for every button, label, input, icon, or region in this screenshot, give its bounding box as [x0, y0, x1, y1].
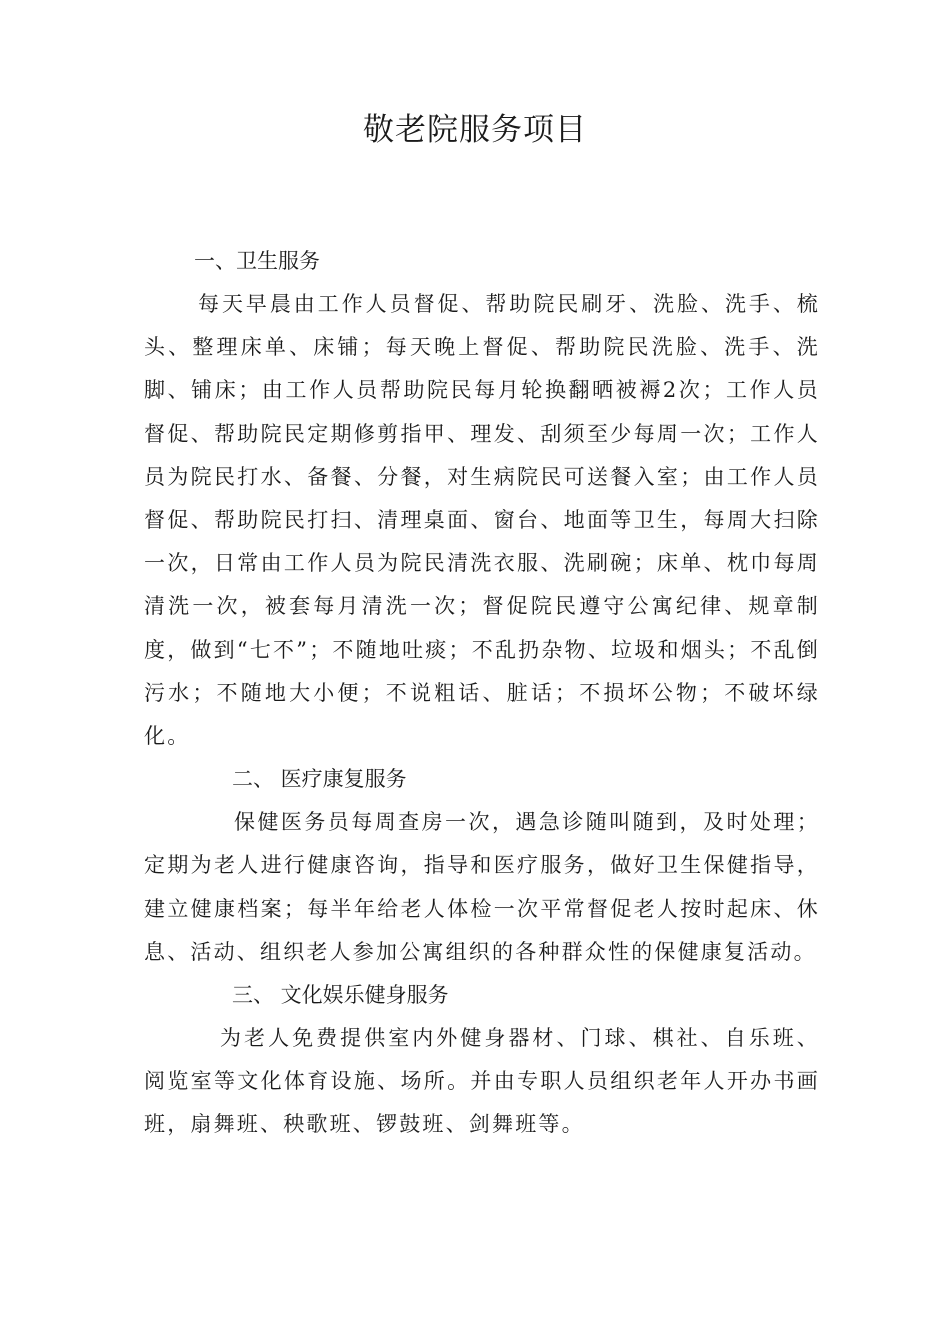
document-title: 敬老院服务项目	[363, 112, 587, 148]
section-heading-medical: 二、 医疗康复服务	[232, 767, 407, 792]
section-heading-recreation: 三、 文化娱乐健身服务	[232, 983, 449, 1008]
document-body	[144, 240, 820, 1147]
section-body-hygiene: 每天早晨由工作人员督促、帮助院民刷牙、洗脸、洗手、梳头、整理床单、床铺；每天晚上督促、帮助院民洗脸、洗手、洗脚、铺床；由工作人员帮助院民每月轮换翻晒被褥2次；工作人员督促、帮助院民定期修剪指甲、理发、刮须至少每周一次；工作人员为院民打水、备餐、分餐，对生病院民可送餐入室；由工作人员督促、帮助院民打扫、清理桌面、窗台、地面等卫生，每周大扫除一次，日常由工作人员为院民清洗衣服、洗刷碗；床单、枕巾每周清洗一次，被套每月清洗一次；督促院民遵守公寓纪律、规章制度，做到“七不”；不随地吐痰；不乱扔杂物、垃圾和烟头；不乱倒污水；不随地大小便；不说粗话、脏话；不损坏公物；不破坏绿化。	[144, 292, 820, 749]
section-body-recreation: 为老人免费提供室内外健身器材、门球、棋社、自乐班、阅览室等文化体育设施、场所。并由专职人员组织老年人开办书画班，扇舞班、秧歌班、锣鼓班、剑舞班等。	[144, 1026, 820, 1137]
section-body-medical: 保健医务员每周查房一次，遇急诊随叫随到，及时处理；定期为老人进行健康咨询，指导和医疗服务，做好卫生保健指导，建立健康档案；每半年给老人体检一次平常督促老人按时起床、休息、活动、组织老人参加公寓组织的各种群众性的保健康复活动。	[144, 810, 820, 964]
section-heading-hygiene: 一、卫生服务	[194, 249, 320, 273]
